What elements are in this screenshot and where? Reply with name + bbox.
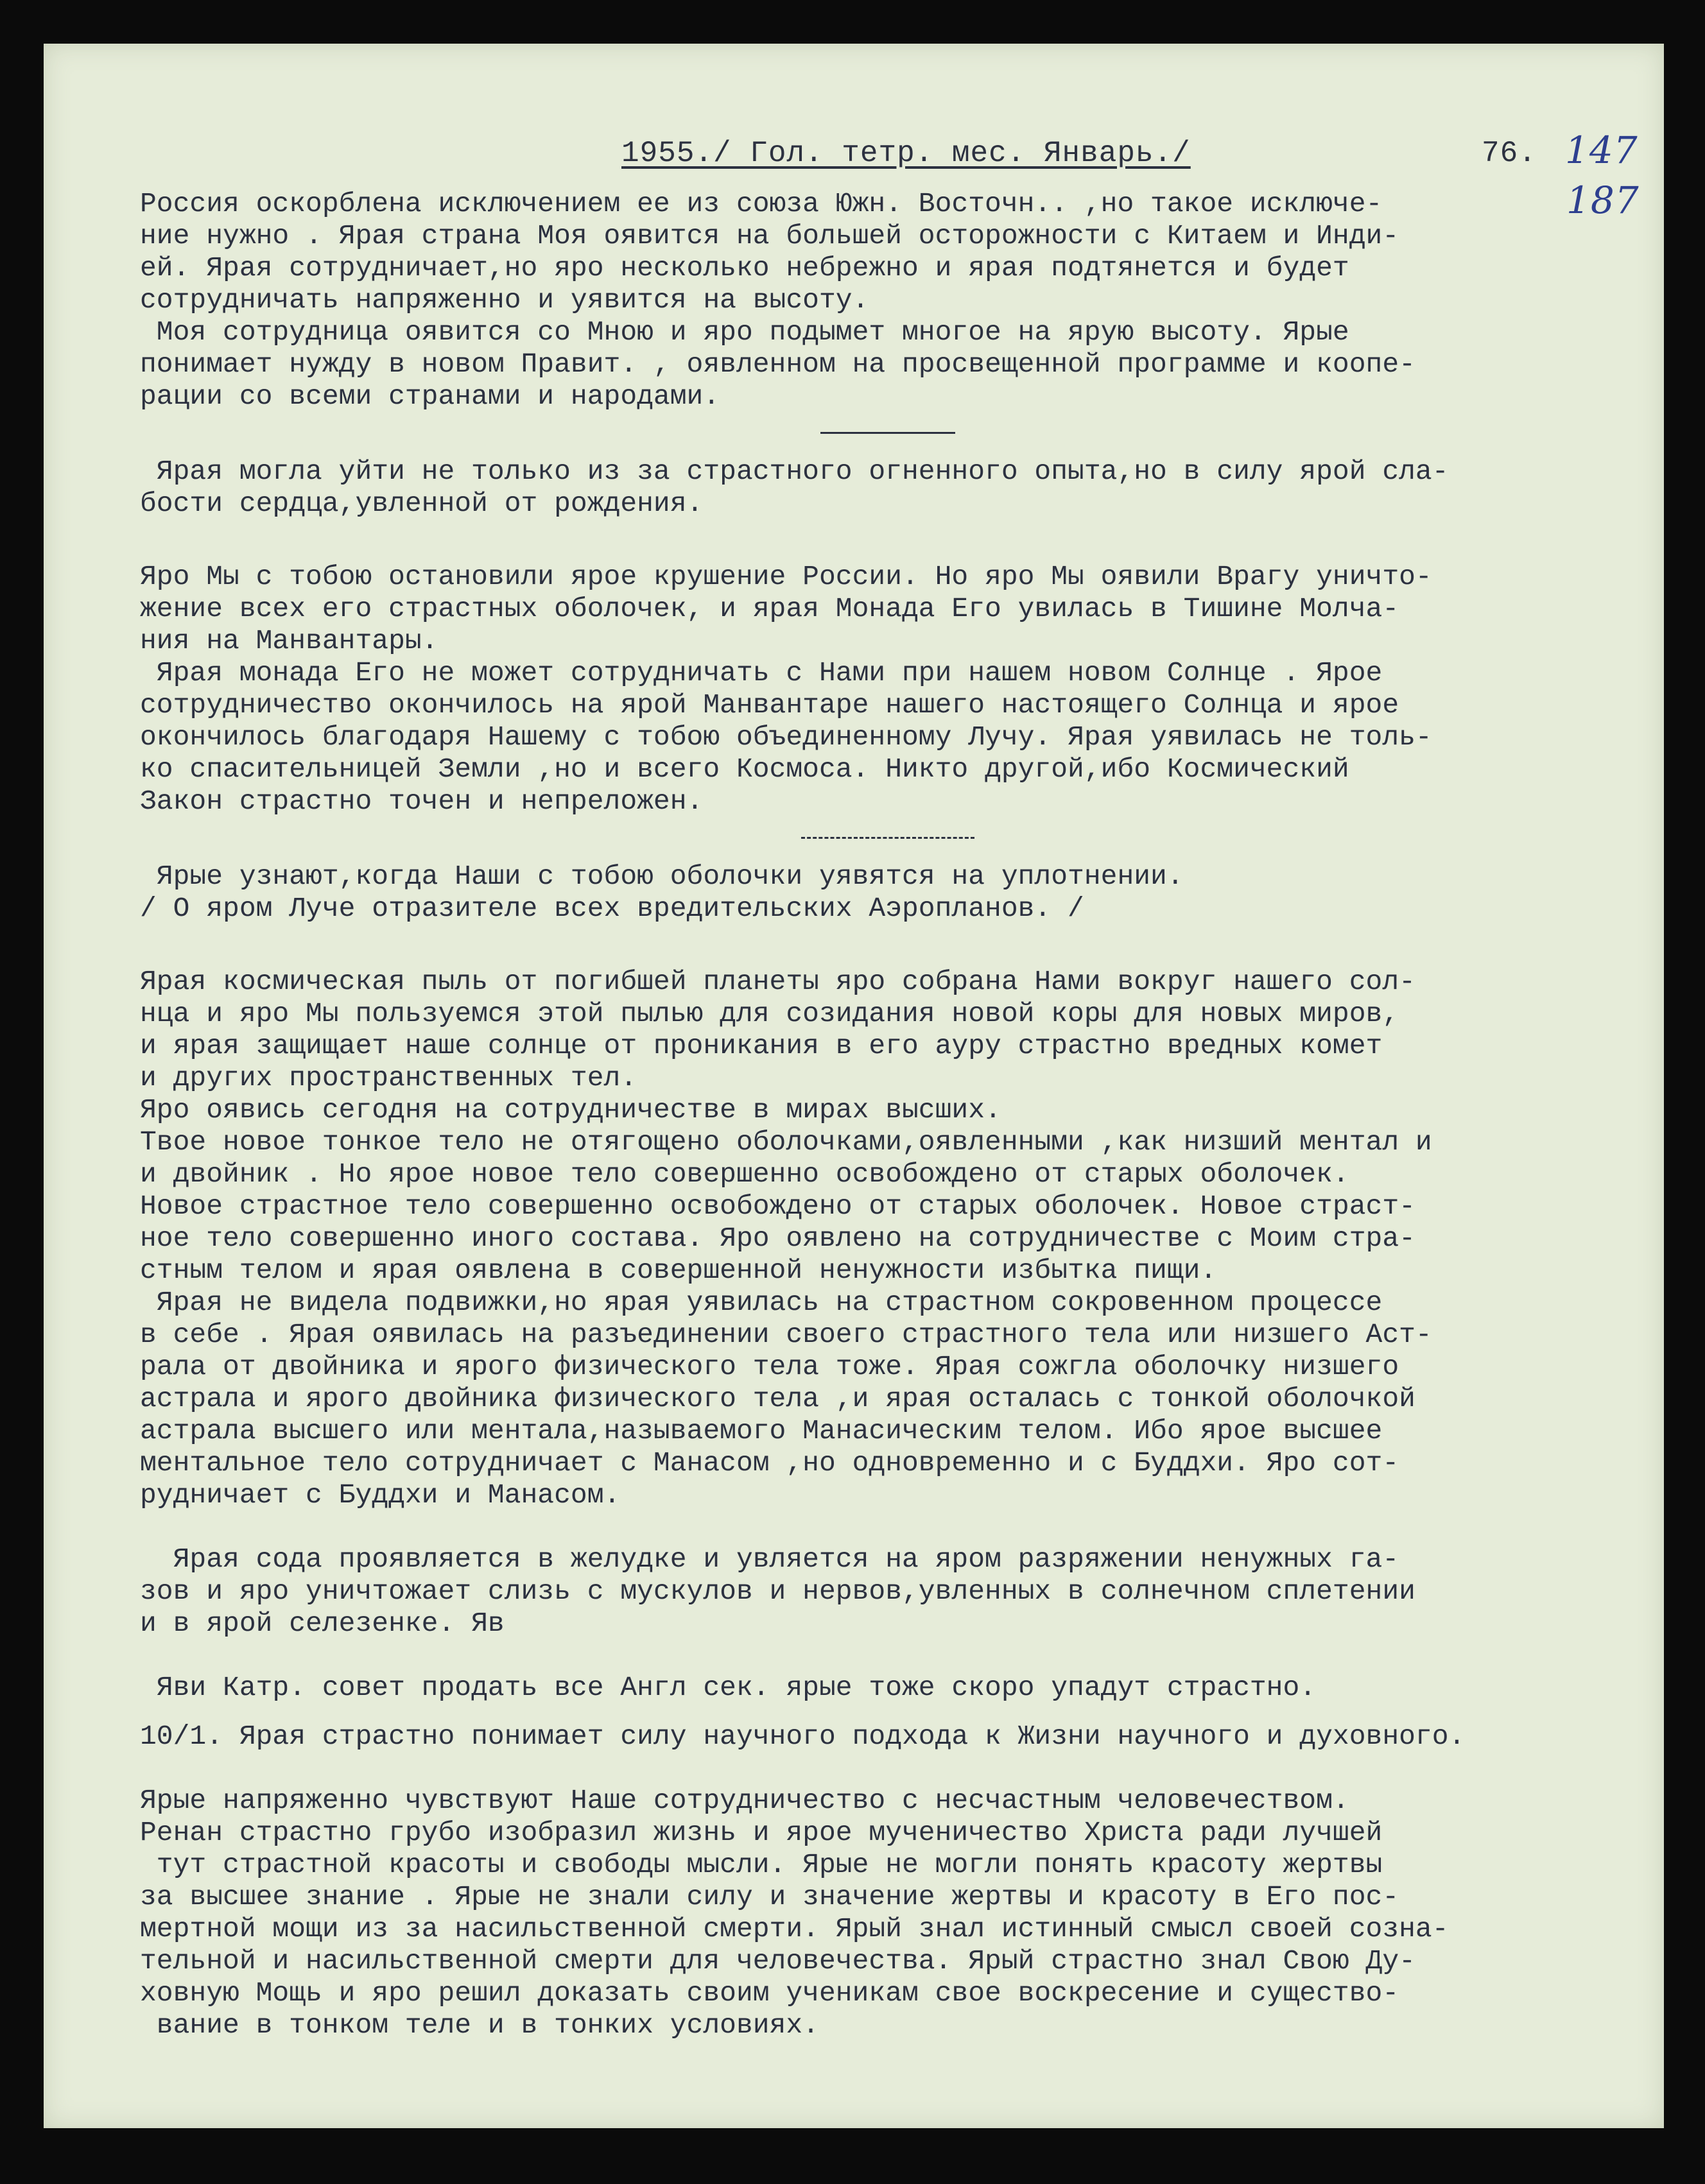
text-line: ховную Мощь и яро решил доказать своим ученикам свое воскресение и существо- [140,1977,1399,2009]
text-line: мертной мощи из за насильственной смерти. Ярый знал истинный смысл своей созна- [140,1913,1449,1945]
text-line: рала от двойника и ярого физического тела тоже. Ярая сожгла оболочку низшего [140,1351,1399,1382]
document-body [140,188,1636,2042]
text-line: 10/1. Ярая страстно понимает силу научного подхода к Жизни научного и духовного. [140,1721,1466,1752]
text-line: стным телом и ярая оявлена в совершенной ненужности избытка пищи. [140,1255,1217,1286]
paragraph [140,1721,1636,1753]
paragraph [140,1543,1636,1640]
text-line: Ярая не видела подвижки,но ярая уявилась на страстном сокровенном процессе [140,1287,1383,1318]
text-line: тут страстной красоты и свободы мысли. Ярые не могли понять красоту жертвы [140,1849,1383,1880]
text-line: Яро оявись сегодня на сотрудничестве в мирах высших. [140,1094,1001,1126]
text-line: ное тело совершенно иного состава. Яро оявлено на сотрудничестве с Моим стра- [140,1223,1415,1254]
handwritten-number-bottom: 187 [1566,178,1640,222]
text-line: сотрудничать напряженно и уявится на высоту. [140,284,869,316]
handwritten-number-top: 147 [1565,128,1638,172]
text-line: Новое страстное тело совершенно освобождено от старых оболочек. Новое страст- [140,1191,1415,1222]
text-line: ние нужно . Ярая страна Моя оявится на большей осторожности с Китаем и Инди- [140,220,1399,252]
text-line: за высшее знание . Ярые не знали силу и значение жертвы и красоту в Его пос- [140,1881,1399,1913]
paragraph [140,966,1636,1511]
spacer [140,520,1636,561]
spacer [140,1511,1636,1543]
text-line: окончилось благодаря Нашему с тобою объединенному Лучу. Ярая уявилась не толь- [140,721,1432,753]
text-line: Ярая могла уйти не только из за страстного огненного опыта,но в силу ярой сла- [140,456,1449,487]
text-line: Ярые узнают,когда Наши с тобою оболочки уявятся на уплотнении. [140,861,1184,892]
text-line: Яви Катр. совет продать все Англ сек. ярые тоже скоро упадут страстно. [140,1672,1317,1703]
spacer [140,925,1636,966]
text-line: жение всех его страстных оболочек, и ярая Монада Его увилась в Тишине Молча- [140,593,1399,624]
spacer [140,1704,1636,1721]
text-line: ментальное тело сотрудничает с Манасом ,но одновременно и с Буддхи. Яро сот- [140,1447,1399,1479]
text-line: сотрудничество окончилось на ярой Манвантаре нашего настоящего Солнца и ярое [140,689,1399,721]
page-number: 76. [1482,137,1537,170]
paragraph [140,861,1636,925]
text-line: Яро Мы с тобою остановили ярое крушение России. Но яро Мы оявили Врагу уничто- [140,561,1432,592]
text-line: Ярые напряженно чувствуют Наше сотрудничество с несчастным человечеством. [140,1785,1349,1816]
text-line: и других пространственных тел. [140,1062,637,1094]
text-line: Моя сотрудница оявится со Мною и яро подымет многое на ярую высоту. Ярые [140,316,1349,348]
text-line: Ренан страстно грубо изобразил жизнь и ярое мученичество Христа ради лучшей [140,1817,1383,1848]
text-line: понимает нужду в новом Правит. , оявленном на просвещенной программе и коопе- [140,348,1415,380]
section-divider [801,837,974,839]
page-title: 1955./ Гол. тетр. мес. Январь./ [621,137,1191,170]
text-line: рудничает с Буддхи и Манасом. [140,1479,621,1511]
paragraph [140,1785,1636,2042]
text-line: Россия оскорблена исключением ее из союза Южн. Восточн.. ,но такое исключе- [140,188,1383,219]
text-line: Ярая сода проявляется в желудке и увляется на яром разряжении ненужных га- [140,1543,1399,1575]
text-line: тельной и насильственной смерти для человечества. Ярый страстно знал Свою Ду- [140,1945,1415,1977]
text-line: и ярая защищает наше солнце от проникания в его ауру страстно вредных комет [140,1030,1383,1062]
text-line: ко спасительницей Земли ,но и всего Космоса. Никто другой,ибо Космический [140,753,1349,785]
text-line: в себе . Ярая оявилась на разъединении своего страстного тела или низшего Аст- [140,1319,1432,1350]
text-line: астрала и ярого двойника физического тела ,и ярая осталась с тонкой оболочкой [140,1383,1415,1414]
text-line: астрала высшего или ментала,называемого Манасическим телом. Ибо ярое высшее [140,1415,1383,1447]
paragraph [140,188,1636,413]
spacer [140,1753,1636,1785]
text-line: Твое новое тонкое тело не отягощено оболочками,оявленными ,как низший ментал и [140,1126,1432,1158]
paragraph [140,1672,1636,1704]
document-page [44,44,1664,2128]
text-line: вание в тонком теле и в тонких условиях. [140,2009,819,2041]
section-divider [820,432,955,434]
text-line: нца и яро Мы пользуемся этой пылью для созидания новой коры для новых миров, [140,998,1399,1029]
text-line: зов и яро уничтожает слизь с мускулов и нервов,увленных в солнечном сплетении [140,1576,1415,1607]
text-line: рации со всеми странами и народами. [140,381,720,412]
text-line: / О яром Луче отразителе всех вредительских Аэропланов. / [140,893,1084,924]
text-line: и двойник . Но ярое новое тело совершенно освобождено от старых оболочек. [140,1158,1349,1190]
paragraph [140,561,1636,818]
text-line: бости сердца,увленной от рождения. [140,488,704,519]
spacer [140,1640,1636,1672]
text-line: ей. Ярая сотрудничает,но яро несколько небрежно и ярая подтянется и будет [140,252,1349,284]
paragraph [140,456,1636,520]
text-line: ния на Манвантары. [140,625,438,657]
text-line: Ярая монада Его не может сотрудничать с Нами при нашем новом Солнце . Ярое [140,657,1383,689]
text-line: Ярая космическая пыль от погибшей планеты яро собрана Нами вокруг нашего сол- [140,966,1415,997]
text-line: Закон страстно точен и непреложен. [140,786,704,817]
text-line: и в ярой селезенке. Яв [140,1608,505,1639]
